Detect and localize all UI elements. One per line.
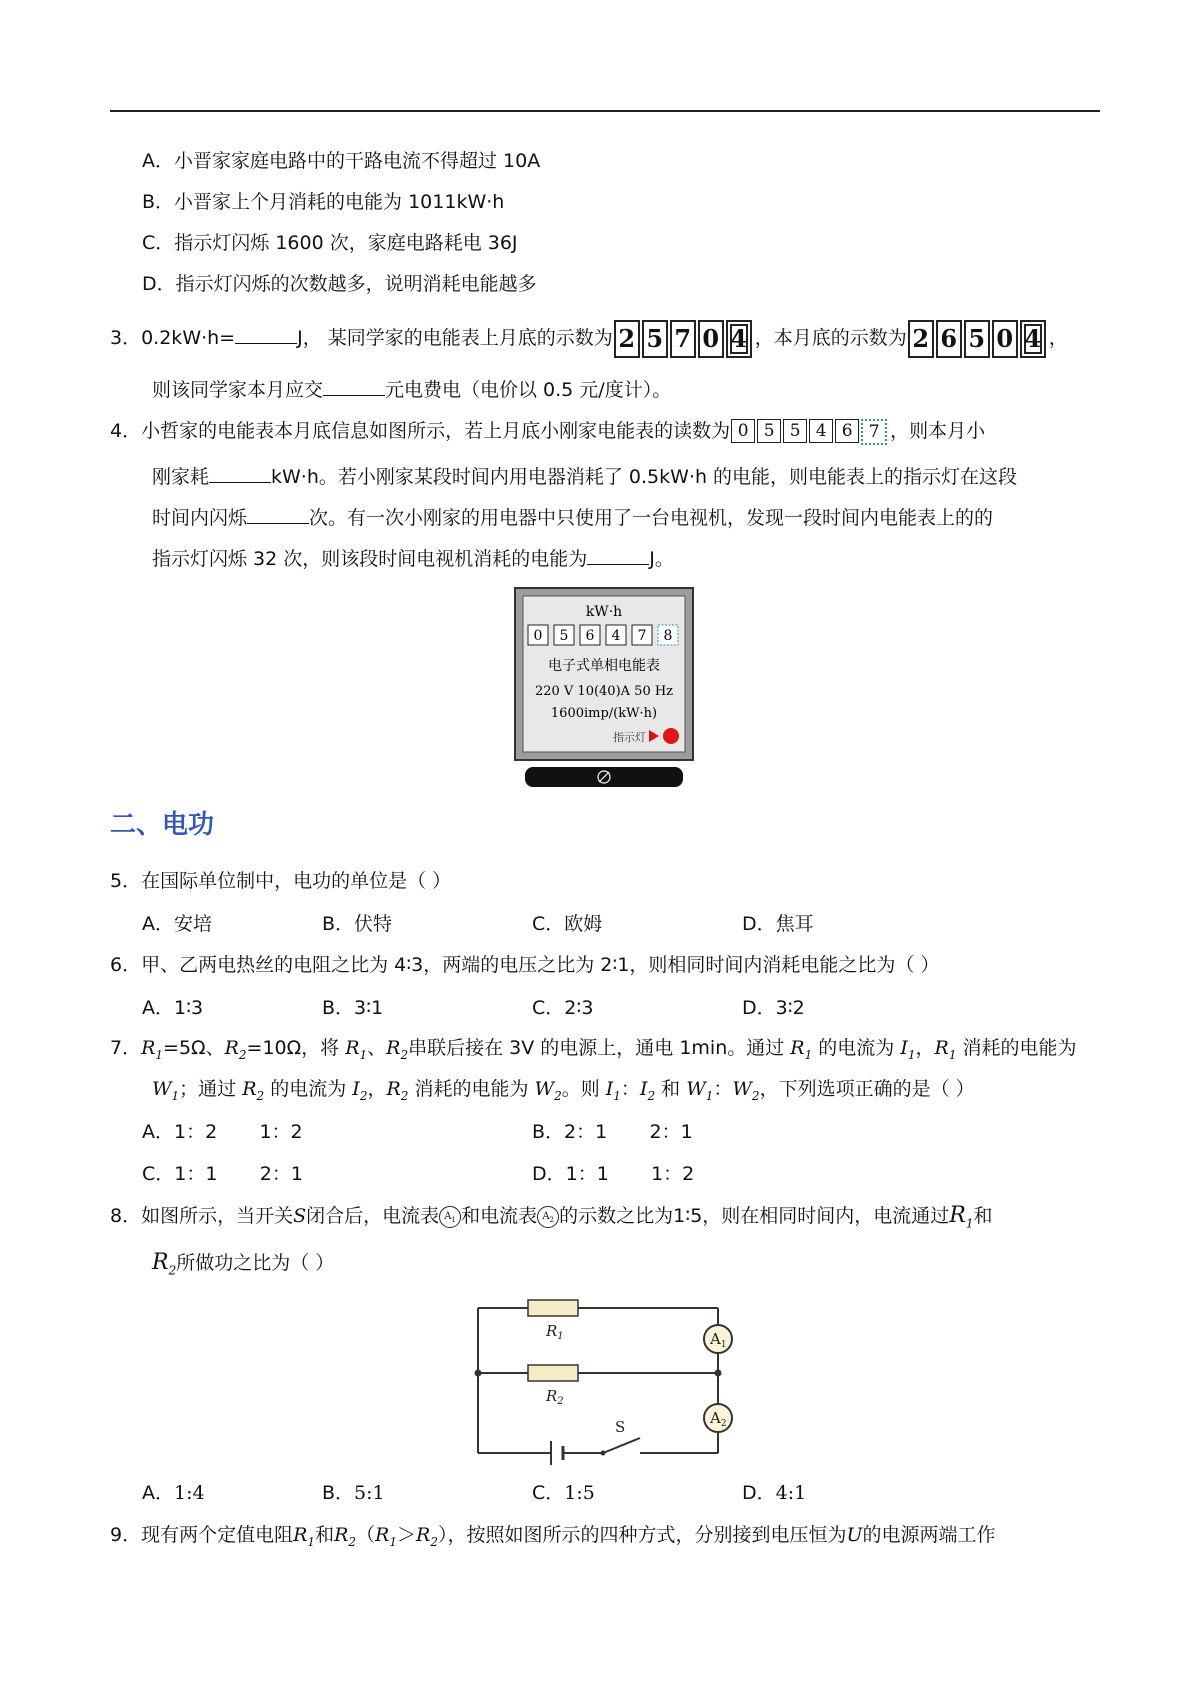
q5-option-a: A．安培: [142, 913, 213, 935]
meter-digit: 8: [663, 628, 673, 644]
meter-digit: 5: [559, 628, 569, 644]
q4-line1: 4．小哲家的电能表本月底信息如图所示，若上月底小刚家电能表的读数为 0 5 5 4 6 7 ，则本月小: [110, 418, 985, 445]
q7-option-c: C．1：1 2：1: [142, 1163, 303, 1185]
ammeter-a1-icon: $A_1$: [439, 1206, 461, 1228]
q6-option-b: B．3∶1: [322, 997, 384, 1019]
junction-node: [715, 1370, 722, 1377]
meter-name: 电子式单相电能表: [548, 658, 660, 674]
q4-blank-2: [247, 503, 309, 524]
q8-line2: $R_2$所做功之比为（ ）: [152, 1250, 335, 1278]
q4-line3: 时间内闪烁 次。有一次小刚家的用电器中只使用了一台电视机，发现一段时间内电能表上的的: [152, 503, 993, 531]
q8-line1: 8．如图所示，当开关S闭合后，电流表 $A_1$ 和电流表 $A_2$ 的示数之比为1∶5，则在相同时间内，电流通过$R_1$和: [110, 1203, 993, 1231]
meter-digit: 0: [533, 628, 543, 644]
meter-digit: 7: [637, 628, 647, 644]
label-a2: $A_2$: [710, 1409, 727, 1429]
meter-indicator-label: 指示灯: [613, 731, 646, 744]
resistor-r2: [528, 1365, 578, 1381]
q7-option-b: B．2：1 2：1: [532, 1121, 693, 1143]
q5-option-d: D．焦耳: [742, 913, 814, 935]
q6-option-a: A．1∶3: [142, 997, 204, 1019]
q8-option-c: C．1:5: [532, 1482, 595, 1504]
meter-spec-constant: 1600imp/(kW·h): [550, 706, 658, 721]
q3-line2: 则该同学家本月应交 元电费电（电价以 0.5 元/度计）。: [152, 375, 671, 403]
label-a1: $A_1$: [710, 1330, 727, 1350]
electric-meter-figure: [514, 587, 694, 789]
q3-blank-1: [235, 323, 297, 344]
q2-option-b: B．小晋家上个月消耗的电能为 1011kW·h: [142, 191, 505, 213]
meter-unit: kW·h: [585, 604, 623, 620]
q9-line1: 9．现有两个定值电阻$R_1$和$R_2(R_1>R_2)$，按照如图所示的四种方式，分别接到电压恒为U的电源两端工作: [110, 1524, 996, 1549]
q4-blank-3: [587, 544, 649, 565]
q7-line1: 7．$R_1=5\Omega$、$R_2=10\Omega$，将 $R_1$、$R_2$串联后接在 3V 的电源上，通电 1min。通过 $R_1$ 的电流为 $I_1$，$R_1$ 消耗的电能为: [110, 1037, 1077, 1062]
indicator-light-icon: [663, 728, 679, 744]
q2-option-a: A．小晋家家庭电路中的干路电流不得超过 10A: [142, 150, 541, 172]
q8-option-d: D．4:1: [742, 1482, 807, 1504]
q4-line4: 指示灯闪烁 32 次，则该段时间电视机消耗的电能为 J。: [152, 544, 674, 572]
q6-stem: 6．甲、乙两电热丝的电阻之比为 4∶3，两端的电压之比为 2∶1，则相同时间内消耗电能之比为（ ）: [110, 954, 940, 976]
q3-line1: 3．0.2kW·h= J， 某同学家的电能表上月底的示数为 2 5 7 0 4 ，本月底的示数为 2 6 5 0 4 ，: [110, 318, 1068, 358]
meter-spec-rating: 220 V 10(40)A 50 Hz: [534, 684, 674, 699]
meter-digit: 6: [585, 628, 595, 644]
q6-option-c: C．2∶3: [532, 997, 594, 1019]
meter-digit: 4: [611, 628, 621, 644]
q4-meter-reading: 0 5 5 4 6 7: [731, 419, 889, 445]
q5-option-b: B．伏特: [322, 913, 393, 935]
q4-blank-1: [209, 462, 271, 483]
q8-option-a: A．1:4: [142, 1482, 205, 1504]
header-rule: [110, 110, 1100, 112]
label-r1: $R_1$: [546, 1322, 564, 1342]
switch-pivot: [601, 1451, 606, 1456]
label-r2: $R_2$: [546, 1387, 564, 1407]
ammeter-a2-icon: $A_2$: [537, 1206, 559, 1228]
q8-option-b: B．5:1: [322, 1482, 385, 1504]
q3-meter-this-month: 2 6 5 0 4: [908, 320, 1048, 358]
q2-option-c: C．指示灯闪烁 1600 次，家庭电路耗电 36J: [142, 232, 518, 254]
q7-line2: $W_1$；通过 $R_2$ 的电流为 $I_2$，$R_2$ 消耗的电能为 $W_2$。则 $I_1$：$I_2$ 和 $W_1$：$W_2$，下列选项正确的是（ ）: [152, 1078, 975, 1103]
q6-option-d: D．3∶2: [742, 997, 805, 1019]
q7-option-d: D．1：1 1：2: [532, 1163, 695, 1185]
q2-option-d: D．指示灯闪烁的次数越多，说明消耗电能越多: [142, 273, 537, 295]
q7-option-a: A．1：2 1：2: [142, 1121, 303, 1143]
resistor-r1: [528, 1300, 578, 1316]
junction-node: [475, 1370, 482, 1377]
q5-option-c: C．欧姆: [532, 913, 603, 935]
section-heading-electric-work: 二、电功: [110, 810, 215, 840]
q4-line2: 刚家耗 kW·h。若小刚家某段时间内用电器消耗了 0.5kW·h 的电能，则电能表上的指示灯在这段: [152, 462, 1017, 490]
q3-blank-2: [323, 375, 385, 396]
q5-stem: 5．在国际单位制中，电功的单位是（ ）: [110, 870, 452, 892]
switch-blade: [603, 1438, 640, 1453]
q3-meter-last-month: 2 5 7 0 4: [614, 320, 754, 358]
circuit-diagram: [468, 1298, 738, 1468]
label-switch: S: [615, 1418, 626, 1436]
